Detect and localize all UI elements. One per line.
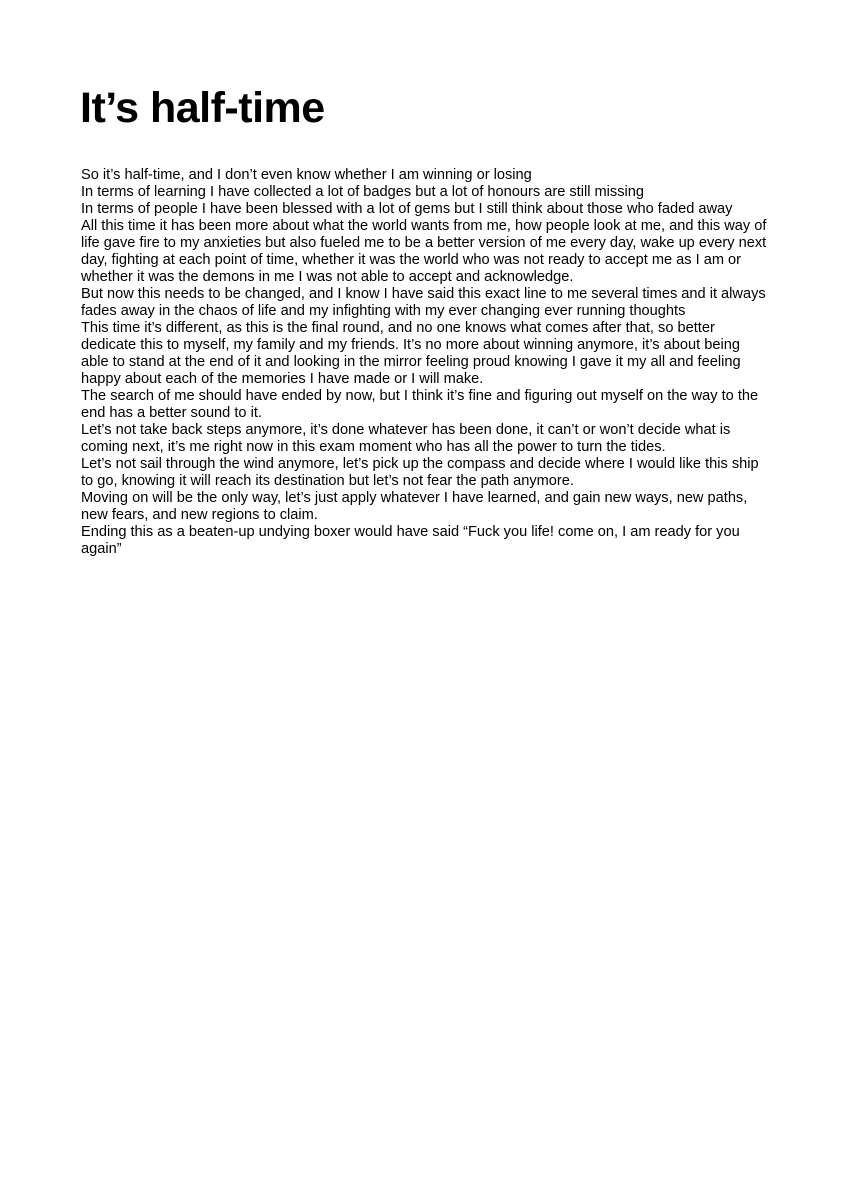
- paragraph: But now this needs to be changed, and I know I have said this exact line to me several times and it always fades away in the chaos of life and my infighting with my ever changing ever running thoughts: [81, 286, 766, 319]
- page-title: It’s half-time: [80, 84, 325, 132]
- paragraph: The search of me should have ended by now, but I think it’s fine and figuring out myself on the way to the end has a better sound to it.: [81, 388, 759, 421]
- paragraph: In terms of learning I have collected a lot of badges but a lot of honours are still missing: [81, 184, 644, 200]
- paragraph: In terms of people I have been blessed with a lot of gems but I still think about those who faded away: [81, 201, 733, 217]
- document-body: [81, 167, 771, 558]
- paragraph: This time it’s different, as this is the final round, and no one knows what comes after that, so better dedicate this to myself, my family and my friends. It’s no more about winning anymore, it’s about being able to stand at the end of it and looking in the mirror feeling proud knowing I gave it my all and feeling happy about each of the memories I have made or I will make.: [81, 320, 741, 387]
- paragraph: So it’s half-time, and I don’t even know whether I am winning or losing: [81, 167, 532, 183]
- paragraph: Let’s not take back steps anymore, it’s done whatever has been done, it can’t or won’t decide what is coming next, it’s me right now in this exam moment who has all the power to turn the tides.: [81, 422, 731, 455]
- paragraph: Moving on will be the only way, let’s just apply whatever I have learned, and gain new ways, new paths, new fears, and new regions to claim.: [81, 490, 748, 523]
- paragraph: All this time it has been more about what the world wants from me, how people look at me, and this way of life gave fire to my anxieties but also fueled me to be a better version of me every day, wake up every next day, fighting at each point of time, whether it was the world who was not ready to accept me as I am or whether it was the demons in me I was not able to accept and acknowledge.: [81, 218, 767, 285]
- paragraph: Ending this as a beaten-up undying boxer would have said “Fuck you life! come on, I am ready for you again”: [81, 524, 740, 557]
- paragraph: Let’s not sail through the wind anymore, let’s pick up the compass and decide where I would like this ship to go, knowing it will reach its destination but let’s not fear the path anymore.: [81, 456, 759, 489]
